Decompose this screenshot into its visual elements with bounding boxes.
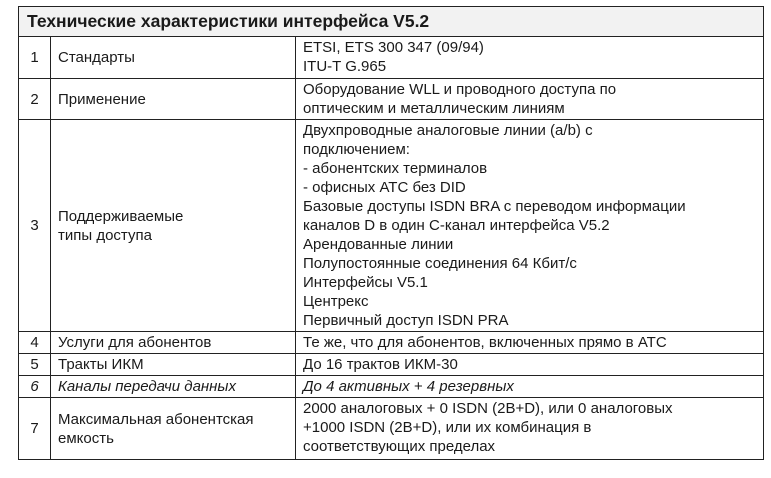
row-value bbox=[296, 398, 764, 460]
row-name: Тракты ИКМ bbox=[51, 354, 296, 376]
name-line: емкость bbox=[58, 429, 114, 447]
value-line: Центрекс bbox=[303, 293, 369, 310]
value-line: Те же, что для абонентов, включенных прямо в АТС bbox=[303, 334, 667, 351]
value-line: ITU-T G.965 bbox=[303, 58, 387, 75]
table-row bbox=[19, 120, 764, 332]
row-number: 5 bbox=[19, 354, 51, 376]
row-number: 6 bbox=[19, 376, 51, 398]
row-number: 1 bbox=[19, 37, 51, 79]
value-line: - абонентских терминалов bbox=[303, 160, 488, 177]
row-name: Услуги для абонентов bbox=[51, 332, 296, 354]
value-line: Полупостоянные соединения 64 Кбит/с bbox=[303, 255, 577, 272]
value-line: 2000 аналоговых + 0 ISDN (2B+D), или 0 аналоговых bbox=[303, 400, 673, 417]
row-number: 2 bbox=[19, 79, 51, 120]
row-number: 3 bbox=[19, 120, 51, 332]
table-row bbox=[19, 37, 764, 79]
value-line: До 16 трактов ИКМ-30 bbox=[303, 356, 458, 373]
value-line: оптическим и металлическим линиям bbox=[303, 100, 565, 117]
value-line: ETSI, ETS 300 347 (09/94) bbox=[303, 39, 484, 56]
row-value bbox=[296, 332, 764, 354]
row-name bbox=[51, 398, 296, 460]
value-line: Интерфейсы V5.1 bbox=[303, 274, 428, 291]
row-name bbox=[51, 120, 296, 332]
table-row bbox=[19, 376, 764, 398]
row-number: 7 bbox=[19, 398, 51, 460]
value-line: Оборудование WLL и проводного доступа по bbox=[303, 81, 617, 98]
value-line: каналов D в один С-канал интерфейса V5.2 bbox=[303, 217, 610, 234]
name-line: Поддерживаемые bbox=[58, 207, 184, 225]
value-line: +1000 ISDN (2B+D), или их комбинация в bbox=[303, 419, 592, 436]
row-value bbox=[296, 354, 764, 376]
value-line: Двухпроводные аналоговые линии (a/b) с bbox=[303, 122, 593, 139]
spec-table bbox=[18, 6, 764, 460]
name-line: Максимальная абонентская bbox=[58, 410, 254, 428]
table-row bbox=[19, 79, 764, 120]
table-row bbox=[19, 354, 764, 376]
value-line: соответствующих пределах bbox=[303, 438, 496, 455]
row-value bbox=[296, 120, 764, 332]
value-line: Базовые доступы ISDN BRA с переводом информации bbox=[303, 198, 686, 215]
row-value bbox=[296, 376, 764, 398]
table-title: Технические характеристики интерфейса V5.2 bbox=[19, 7, 764, 37]
row-name: Применение bbox=[51, 79, 296, 120]
row-name: Каналы передачи данных bbox=[51, 376, 296, 398]
table-row bbox=[19, 398, 764, 460]
name-line: типы доступа bbox=[58, 226, 152, 244]
row-number: 4 bbox=[19, 332, 51, 354]
table-row bbox=[19, 332, 764, 354]
value-line: Арендованные линии bbox=[303, 236, 454, 253]
row-value bbox=[296, 37, 764, 79]
value-line: До 4 активных + 4 резервных bbox=[303, 378, 514, 395]
value-line: - офисных АТС без DID bbox=[303, 179, 466, 196]
value-line: Первичный доступ ISDN PRA bbox=[303, 312, 509, 329]
value-line: подключением: bbox=[303, 141, 410, 158]
row-name: Стандарты bbox=[51, 37, 296, 79]
row-value bbox=[296, 79, 764, 120]
